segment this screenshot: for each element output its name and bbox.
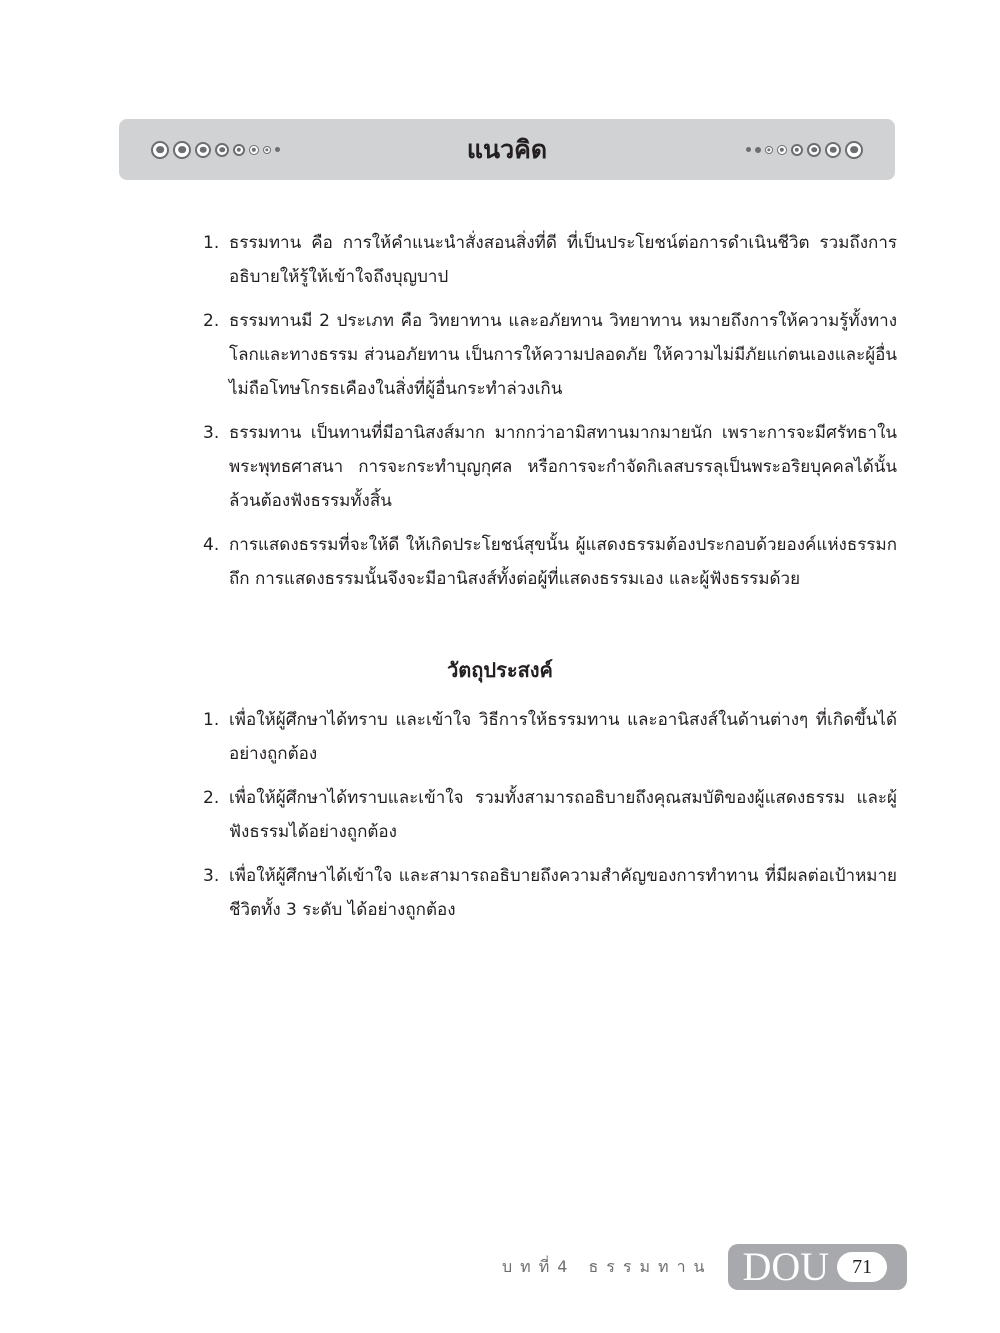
item-number: 3. (203, 866, 220, 886)
item-text: ธรรมทานมี 2 ประเภท คือ วิทยาทาน และอภัยทาน วิทยาทาน หมายถึงการให้ความรู้ทั้งทางโลกและทางธรรม ส่วนอภัยทาน เป็นการให้ความปลอดภัย ให้ความไม่มีภัยแก่ตนเองและผู้อื่น ไม่ถือโทษโกรธเคืองในสิ่งที่ผู้อื่นกระทำล่วงเกิน (229, 311, 897, 399)
dot-icon (845, 141, 863, 159)
decorative-dots-right (744, 119, 865, 180)
list-item (203, 304, 897, 406)
list-item (203, 781, 897, 849)
list-item (203, 226, 897, 294)
item-text: เพื่อให้ผู้ศึกษาได้ทราบ และเข้าใจ วิธีการให้ธรรมทาน และอานิสงส์ในด้านต่างๆ ที่เกิดขึ้นได้อย่างถูกต้อง (229, 710, 897, 764)
item-text: ธรรมทาน คือ การให้คำแนะนำสั่งสอนสิ่งที่ดี ที่เป็นประโยชน์ต่อการดำเนินชีวิต รวมถึงการอธิบายให้รู้ให้เข้าใจถึงบุญบาป (229, 233, 897, 287)
header-banner (119, 119, 895, 180)
chapter-label: บทที่4 ธรรมทาน (502, 1256, 713, 1276)
dot-icon (807, 143, 821, 157)
dot-icon (746, 147, 751, 152)
dot-icon (825, 142, 841, 158)
brand-badge (728, 1244, 907, 1290)
dot-icon (791, 144, 803, 156)
page-footer (502, 1244, 907, 1290)
list-item (203, 416, 897, 518)
objectives-list (203, 703, 897, 937)
page-number: 71 (837, 1252, 887, 1282)
item-number: 2. (203, 311, 220, 331)
item-number: 3. (203, 423, 220, 443)
section-title-concepts: แนวคิด (466, 135, 548, 164)
list-item (203, 703, 897, 771)
item-number: 1. (203, 710, 220, 730)
item-text: ธรรมทาน เป็นทานที่มีอานิสงส์มาก มากกว่าอามิสทานมากมายนัก เพราะการจะมีศรัทธาในพระพุทธศาสนา การจะกระทำบุญกุศล หรือการจะกำจัดกิเลสบรรลุเป็นพระอริยบุคคลได้นั้น ล้วนต้องฟังธรรมทั้งสิ้น (229, 423, 897, 511)
section-title-objectives: วัตถุประสงค์ (447, 658, 553, 682)
item-text: เพื่อให้ผู้ศึกษาได้เข้าใจ และสามารถอธิบายถึงความสำคัญของการทำทาน ที่มีผลต่อเป้าหมายชีวิตทั้ง 3 ระดับ ได้อย่างถูกต้อง (229, 866, 897, 920)
item-number: 1. (203, 233, 220, 253)
brand-logo-text: DOU (742, 1244, 830, 1289)
dot-icon (755, 147, 761, 153)
list-item (203, 528, 897, 596)
item-number: 2. (203, 788, 220, 808)
item-number: 4. (203, 535, 220, 555)
dot-icon (777, 145, 787, 155)
list-item (203, 859, 897, 927)
item-text: การแสดงธรรมที่จะให้ดี ให้เกิดประโยชน์สุขนั้น ผู้แสดงธรรมต้องประกอบด้วยองค์แห่งธรรมกถึก การแสดงธรรมนั้นจึงจะมีอานิสงส์ทั้งต่อผู้ที่แสดงธรรมเอง และผู้ฟังธรรมด้วย (229, 535, 897, 589)
item-text: เพื่อให้ผู้ศึกษาได้ทราบและเข้าใจ รวมทั้งสามารถอธิบายถึงคุณสมบัติของผู้แสดงธรรม และผู้ฟังธรรมได้อย่างถูกต้อง (229, 788, 897, 842)
concepts-list (203, 226, 897, 606)
dot-icon (765, 146, 773, 154)
